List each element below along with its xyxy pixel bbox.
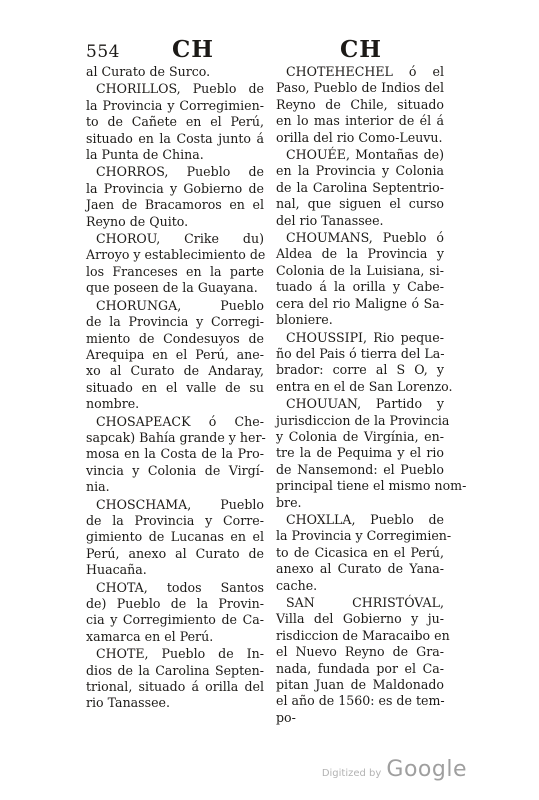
- entry-line: CHOTA, todos Santos: [96, 579, 264, 595]
- entry-line: situado en la Costa junto á: [86, 130, 264, 146]
- entry-line: sapcak) Bahía grande y her-: [86, 429, 266, 445]
- entry-line: Arequipa en el Perú, ane-: [86, 346, 264, 362]
- entry-line: CHOROU, Crike du): [96, 231, 264, 247]
- entry-line: CHOUUAN, Partido y: [286, 396, 444, 412]
- entry-line: dios de la Carolina Septen-: [86, 662, 264, 678]
- digitized-by-text: Digitized by: [321, 768, 382, 779]
- dictionary-entry: [86, 164, 264, 230]
- google-logo: Google: [386, 757, 467, 782]
- dictionary-entry: [276, 595, 450, 726]
- entry-line: jurisdiccion de la Provincia: [276, 412, 450, 428]
- entry-line: brador: corre al S O, y: [276, 362, 444, 378]
- entry-line: que poseen de la Guayana.: [86, 280, 258, 296]
- entry-line: la Punta de China.: [86, 147, 204, 163]
- dictionary-entry: [276, 147, 444, 229]
- entry-line: CHOUMANS, Pueblo ó: [286, 230, 444, 246]
- dictionary-entry: [276, 230, 444, 328]
- entry-line: xamarca en el Perú.: [86, 628, 214, 644]
- entry-line: po-: [276, 709, 296, 725]
- entry-line: CHOTEHECHEL ó el: [286, 64, 444, 79]
- entry-line: CHOTE, Pueblo de In-: [96, 646, 264, 662]
- entry-line: CHOSAPEACK ó Che-: [96, 413, 264, 429]
- entry-line: CHOSCHAMA, Pueblo: [96, 496, 264, 512]
- dictionary-entry: [86, 64, 264, 80]
- entry-line: situado en el valle de su: [86, 379, 264, 395]
- entry-line: al Curato de Surco.: [86, 64, 211, 79]
- entry-line: rio Tanassee.: [86, 695, 171, 711]
- entry-line: la Provincia y Corregimien-: [86, 97, 264, 113]
- entry-line: tre la de Pequima y el rio: [276, 445, 444, 461]
- entry-line: gimiento de Lucanas en el: [86, 529, 264, 545]
- entry-line: Perú, anexo al Curato de: [86, 545, 264, 561]
- entry-line: CHOXLLA, Pueblo de: [286, 511, 444, 527]
- entry-line: cera del rio Maligne ó Sa-: [276, 295, 444, 311]
- entry-line: en la Provincia y Colonia: [276, 163, 444, 179]
- entry-line: el año de 1560: es de tem-: [276, 693, 445, 709]
- entry-line: cache.: [276, 577, 318, 593]
- entry-line: bloniere.: [276, 312, 333, 328]
- entry-line: Reyno de Quito.: [86, 213, 189, 229]
- dictionary-entry: [86, 231, 264, 297]
- entry-line: Colonia de la Luisiana, si-: [276, 262, 444, 278]
- dictionary-entry: [86, 414, 264, 496]
- entry-line: ño del Pais ó tierra del La-: [276, 345, 445, 361]
- entry-line: Villa del Gobierno y ju-: [276, 611, 444, 627]
- entry-line: bre.: [276, 494, 302, 510]
- entry-line: to de Cañete en el Perú,: [86, 114, 264, 130]
- entry-line: del rio Tanassee.: [276, 212, 384, 228]
- entry-line: el Nuevo Reyno de Gra-: [276, 644, 444, 660]
- left-column: [86, 64, 264, 713]
- entry-line: principal tiene el mismo nom-: [276, 478, 467, 494]
- dictionary-entry: [276, 329, 453, 396]
- entry-line: cia y Corregimiento de Ca-: [86, 612, 264, 628]
- entry-line: orilla del rio Como-Leuvu.: [276, 129, 443, 145]
- digitization-watermark: [322, 757, 467, 782]
- page-number: 554: [86, 42, 120, 62]
- entry-line: de la Carolina Septentrio-: [276, 179, 444, 195]
- entry-line: CHORUNGA, Pueblo: [96, 297, 264, 313]
- entry-line: de la Provincia y Corregi-: [86, 314, 264, 330]
- running-head-right: CH: [340, 36, 383, 63]
- dictionary-entry: [86, 497, 264, 579]
- dictionary-entry: [276, 396, 467, 511]
- entry-line: nada, fundada por el Ca-: [276, 660, 444, 676]
- dictionary-entry: [86, 646, 264, 712]
- entry-line: to de Cicasica en el Perú,: [276, 544, 444, 560]
- entry-line: risdiccion de Maracaibo en: [276, 627, 450, 643]
- entry-line: Reyno de Chile, situado: [276, 96, 444, 112]
- entry-line: Jaen de Bracamoros en el: [86, 197, 264, 213]
- entry-line: en lo mas interior de él á: [276, 113, 444, 129]
- entry-line: y Colonia de Virgínia, en-: [276, 428, 444, 444]
- entry-line: Aldea de la Provincia y: [276, 246, 444, 262]
- entry-line: de la Provincia y Corre-: [86, 512, 264, 528]
- entry-line: CHOUSSIPI, Rio peque-: [286, 329, 444, 345]
- entry-line: CHORILLOS, Pueblo de: [96, 81, 264, 97]
- dictionary-entry: [276, 511, 452, 594]
- dictionary-entry: [86, 81, 264, 163]
- entry-line: mosa en la Costa de la Pro-: [86, 446, 264, 462]
- entry-line: CHOUÉE, Montañas de): [286, 147, 444, 163]
- dictionary-entry: [86, 298, 264, 413]
- dictionary-entry: [86, 580, 264, 646]
- entry-line: trional, situado á orilla del: [86, 679, 264, 695]
- entry-line: nia.: [86, 479, 110, 495]
- entry-line: de) Pueblo de la Provin-: [86, 596, 264, 611]
- entry-line: de Nansemond: el Pueblo: [276, 461, 444, 477]
- entry-line: anexo al Curato de Yana-: [276, 561, 444, 577]
- entry-line: los Franceses en la parte: [86, 263, 264, 279]
- entry-line: entra en el de San Lorenzo.: [276, 378, 453, 394]
- entry-line: SAN CHRISTÓVAL,: [286, 595, 444, 610]
- entry-line: Arroyo y establecimiento de: [86, 247, 266, 263]
- right-column: [276, 64, 467, 727]
- entry-line: miento de Condesuyos de: [86, 330, 264, 346]
- dictionary-entry: [276, 64, 444, 146]
- entry-line: nal, que siguen el curso: [276, 196, 444, 212]
- entry-line: Paso, Pueblo de Indios del: [276, 80, 444, 96]
- running-head-left: CH: [172, 36, 215, 63]
- entry-line: la Provincia y Gobierno de: [86, 180, 264, 196]
- entry-line: tuado á la orilla y Cabe-: [276, 279, 444, 295]
- entry-line: xo al Curato de Andaray,: [86, 363, 264, 379]
- entry-line: Huacaña.: [86, 562, 147, 578]
- entry-line: nombre.: [86, 396, 140, 412]
- entry-line: CHORROS, Pueblo de: [96, 164, 264, 180]
- entry-line: pitan Juan de Maldonado: [276, 677, 444, 693]
- entry-line: la Provincia y Corregimien-: [276, 528, 452, 544]
- page-header: [0, 34, 539, 66]
- entry-line: vincia y Colonia de Virgí-: [86, 462, 264, 478]
